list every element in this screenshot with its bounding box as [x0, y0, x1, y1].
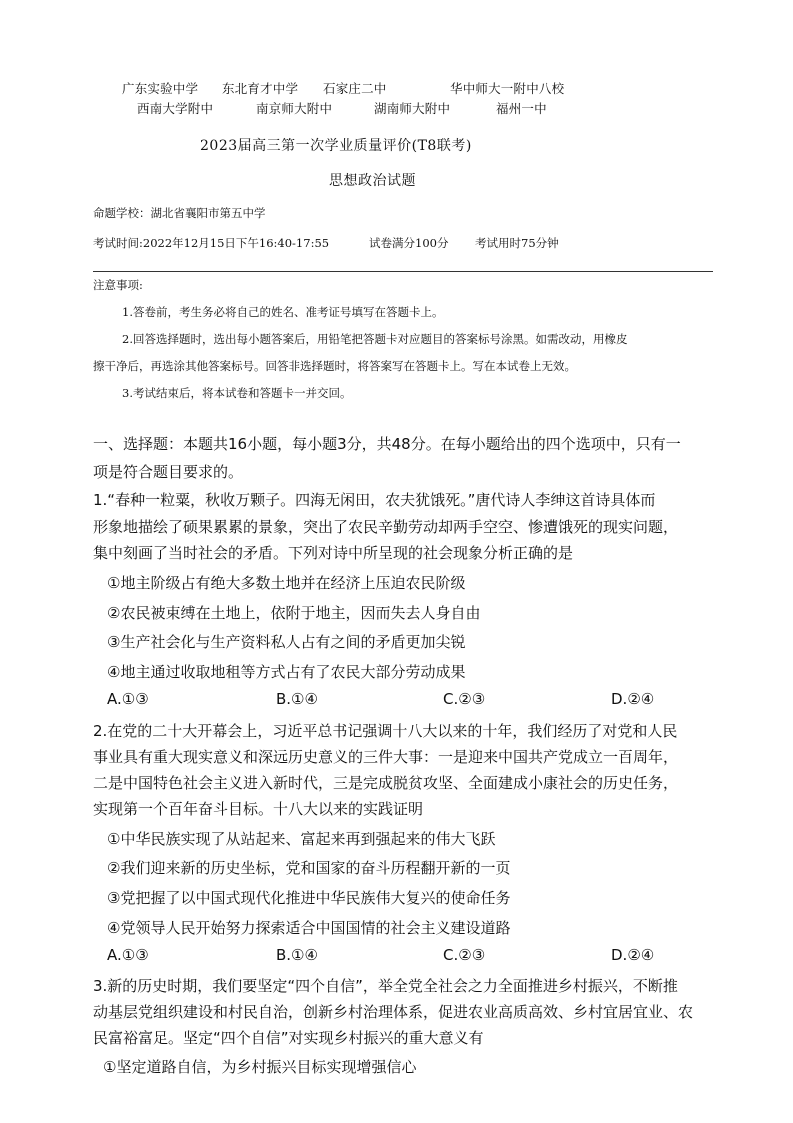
school-name: 华中师大一附中八校 [450, 81, 565, 96]
statement-item: ④地主通过收取地租等方式占有了农民大部分劳动成果 [107, 663, 466, 681]
notice-item: 2.回答选择题时，选出每小题答案后，用铅笔把答题卡对应题目的答案标号涂黑。如需改动，用橡皮 [122, 332, 628, 346]
exam-title: 2023届高三第一次学业质量评价(T8联考) [200, 138, 472, 154]
question-text: 形象地描绘了硕果累累的景象，突出了农民辛勤劳动却两手空空、惨遭饿死的现实问题， [93, 518, 679, 536]
question-text: 集中刻画了当时社会的矛盾。下列对诗中所呈现的社会现象分析正确的是 [93, 544, 574, 562]
exam-time: 考试时间:2022年12月15日下午16:40-17:55 [93, 236, 330, 250]
school-name: 广东实验中学 [122, 81, 199, 96]
subject-title: 思想政治试题 [329, 173, 416, 189]
exam-duration: 考试用时75分钟 [475, 236, 559, 250]
answer-option: C.②③ [443, 946, 486, 964]
exam-score: 试卷满分100分 [369, 236, 449, 250]
notice-item: 3.考试结束后，将本试卷和答题卡一并交回。 [122, 386, 352, 400]
question-text: 3.新的历史时期，我们要坚定“四个自信”，举全党全社会之力全面推进乡村振兴，不断推 [93, 977, 678, 995]
statement-item: ③生产社会化与生产资料私人占有之间的矛盾更加尖锐 [107, 633, 466, 651]
school-name: 湖南师大附中 [374, 101, 451, 116]
school-name: 东北育才中学 [222, 81, 299, 96]
notice-item: 1.答卷前，考生务必将自己的姓名、准考证号填写在答题卡上。 [122, 305, 444, 319]
setter-school: 命题学校：湖北省襄阳市第五中学 [93, 206, 266, 220]
question-text: 事业具有重大现实意义和深远历史意义的三件大事：一是迎来中国共产党成立一百周年， [93, 748, 679, 766]
notice-item: 擦干净后，再选涂其他答案标号。回答非选择题时，将答案写在答题卡上。写在本试卷上无效。 [93, 359, 576, 373]
section-heading: 一、选择题：本题共16小题，每小题3分，共48分。在每小题给出的四个选项中，只有一 [93, 435, 681, 453]
section-heading: 项是符合题目要求的。 [93, 463, 244, 481]
statement-item: ④党领导人民开始努力探索适合中国国情的社会主义建设道路 [107, 919, 511, 937]
school-name: 西南大学附中 [137, 101, 214, 116]
school-name: 福州一中 [496, 101, 547, 116]
statement-item: ①中华民族实现了从站起来、富起来再到强起来的伟大飞跃 [107, 830, 496, 848]
answer-option: A.①③ [107, 946, 149, 964]
question-text: 民富裕富足。坚定“四个自信”对实现乡村振兴的重大意义有 [93, 1029, 484, 1047]
statement-item: ①地主阶级占有绝大多数土地并在经济上压迫农民阶级 [107, 574, 466, 592]
answer-option: B.①④ [276, 946, 318, 964]
statement-item: ③党把握了以中国式现代化推进中华民族伟大复兴的使命任务 [107, 889, 511, 907]
question-text: 动基层党组织建设和村民自治，创新乡村治理体系，促进农业高质高效、乡村宜居宜业、农 [93, 1003, 694, 1021]
answer-option: B.①④ [276, 690, 318, 708]
answer-option: A.①③ [107, 690, 149, 708]
answer-option: D.②④ [611, 690, 655, 708]
statement-item: ②农民被束缚在土地上，依附于地主，因而失去人身自由 [107, 604, 481, 622]
notice-heading: 注意事项: [93, 278, 143, 292]
answer-option: C.②③ [443, 690, 486, 708]
question-text: 二是中国特色社会主义进入新时代，三是完成脱贫攻坚、全面建成小康社会的历史任务， [93, 774, 679, 792]
question-text: 实现第一个百年奋斗目标。十八大以来的实践证明 [93, 800, 424, 818]
school-name: 南京师大附中 [256, 101, 333, 116]
divider [93, 271, 713, 272]
school-name: 石家庄二中 [323, 81, 387, 96]
question-text: 1.“春种一粒粟，秋收万颗子。四海无闲田，农夫犹饿死。”唐代诗人李绅这首诗具体而 [93, 491, 656, 509]
statement-item: ②我们迎来新的历史坐标，党和国家的奋斗历程翻开新的一页 [107, 859, 511, 877]
statement-item: ①坚定道路自信，为乡村振兴目标实现增强信心 [103, 1058, 417, 1076]
question-text: 2.在党的二十大开幕会上，习近平总书记强调十八大以来的十年，我们经历了对党和人民 [93, 722, 678, 740]
answer-option: D.②④ [611, 946, 655, 964]
